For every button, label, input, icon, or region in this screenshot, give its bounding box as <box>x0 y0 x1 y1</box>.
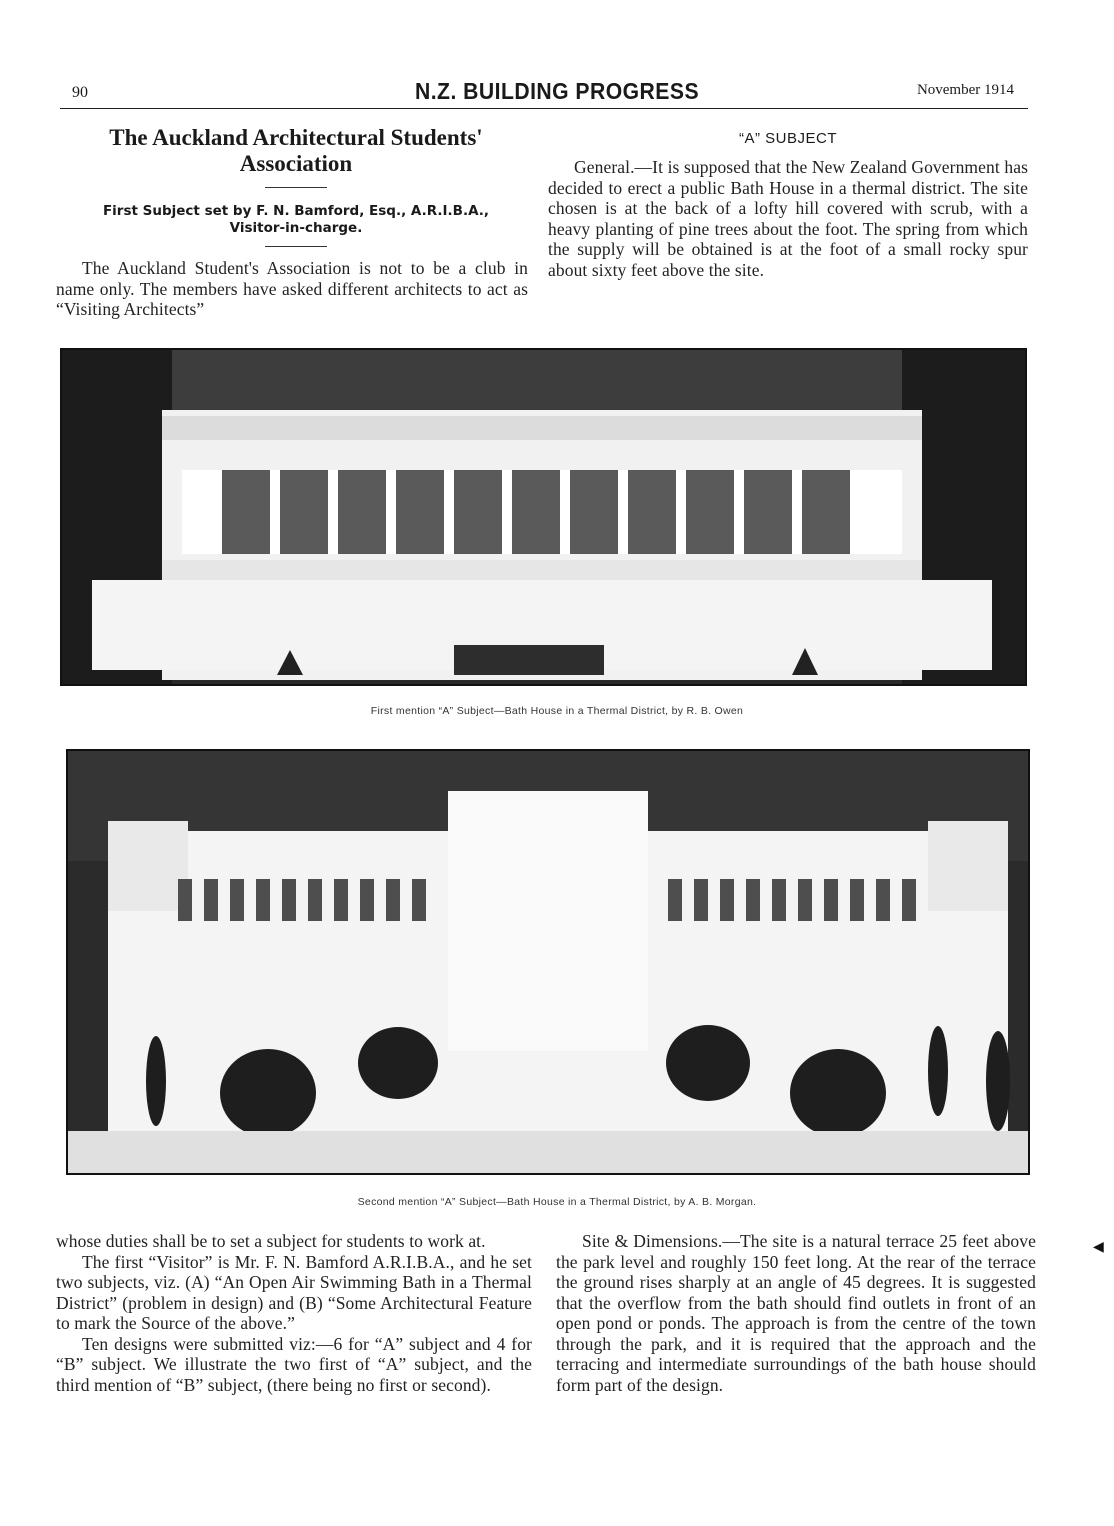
intro-column <box>56 258 528 320</box>
continuation-paragraph: whose duties shall be to set a subject for students to work at. <box>56 1231 486 1251</box>
article-subtitle <box>54 203 538 247</box>
subtitle-divider <box>265 246 327 247</box>
continuation-column <box>56 1231 532 1395</box>
site-paragraph: Site & Dimensions.—The site is a natural terrace 25 feet above the park level and roughly 150 feet long. At the rear of the terrace the ground rises sharply at an angle of 45 degrees. It is suggested that the overflow from the bath should find outlets in front of an open pond or ponds. The approach is from the centre of the town through the park, and it is required that the approach and the terracing and intermediate surroundings of the bath house should form part of the design. <box>556 1231 1036 1395</box>
colonnade-illustration <box>62 350 1025 684</box>
header-rule <box>60 108 1028 109</box>
photo-second-mention <box>66 749 1030 1175</box>
general-paragraph: General.—It is supposed that the New Zealand Government has decided to erect a public Bath House in a thermal district. The site chosen is at the back of a lofty hill covered with scrub, with a heavy planting of pine trees about the foot. The spring from which the supply will be obtained is at the foot of a small rocky spur about sixty feet above the site. <box>548 157 1028 280</box>
article-title-line2: Association <box>239 151 353 176</box>
subject-a-heading: “A” SUBJECT <box>738 130 837 147</box>
page-number: 90 <box>72 84 88 101</box>
article-title <box>54 125 538 188</box>
subtitle-line1: First Subject set by F. N. Bamford, Esq., A.R.I.B.A., <box>102 203 490 219</box>
title-divider <box>265 187 327 188</box>
subtitle-line2: Visitor-in-charge. <box>229 220 363 236</box>
caption-first-mention: First mention “A” Subject—Bath House in a Thermal District, by R. B. Owen <box>370 705 744 717</box>
visitor-paragraph: The first “Visitor” is Mr. F. N. Bamford A.R.I.B.A., and he set two subjects, viz. (A) “An Open Air Swimming Bath in a Thermal District” (problem in design) and (B) “Some Architectural Feature to mark the Source of the above.” <box>56 1251 532 1333</box>
designs-paragraph: Ten designs were submitted viz:—6 for “A” subject and 4 for “B” subject. We illustrate the two first of “A” subject, and the third mention of “B” subject, (there being no first or second). <box>56 1333 532 1395</box>
margin-arrow-icon: ◀ <box>1093 1240 1104 1255</box>
site-column <box>556 1231 1036 1395</box>
article-title-line1: The Auckland Architectural Students' <box>109 125 483 150</box>
publication-title: N.Z. BUILDING PROGRESS <box>414 78 700 104</box>
subject-a-column <box>548 157 1028 280</box>
photo-first-mention <box>60 348 1027 686</box>
intro-paragraph: The Auckland Student's Association is not to be a club in name only. The members have asked different architects to act as “Visiting Architects” <box>56 258 528 319</box>
caption-second-mention: Second mention “A” Subject—Bath House in a Thermal District, by A. B. Morgan. <box>357 1196 757 1208</box>
bath-house-illustration <box>68 751 1028 1173</box>
issue-date: November 1914 <box>916 82 1014 98</box>
